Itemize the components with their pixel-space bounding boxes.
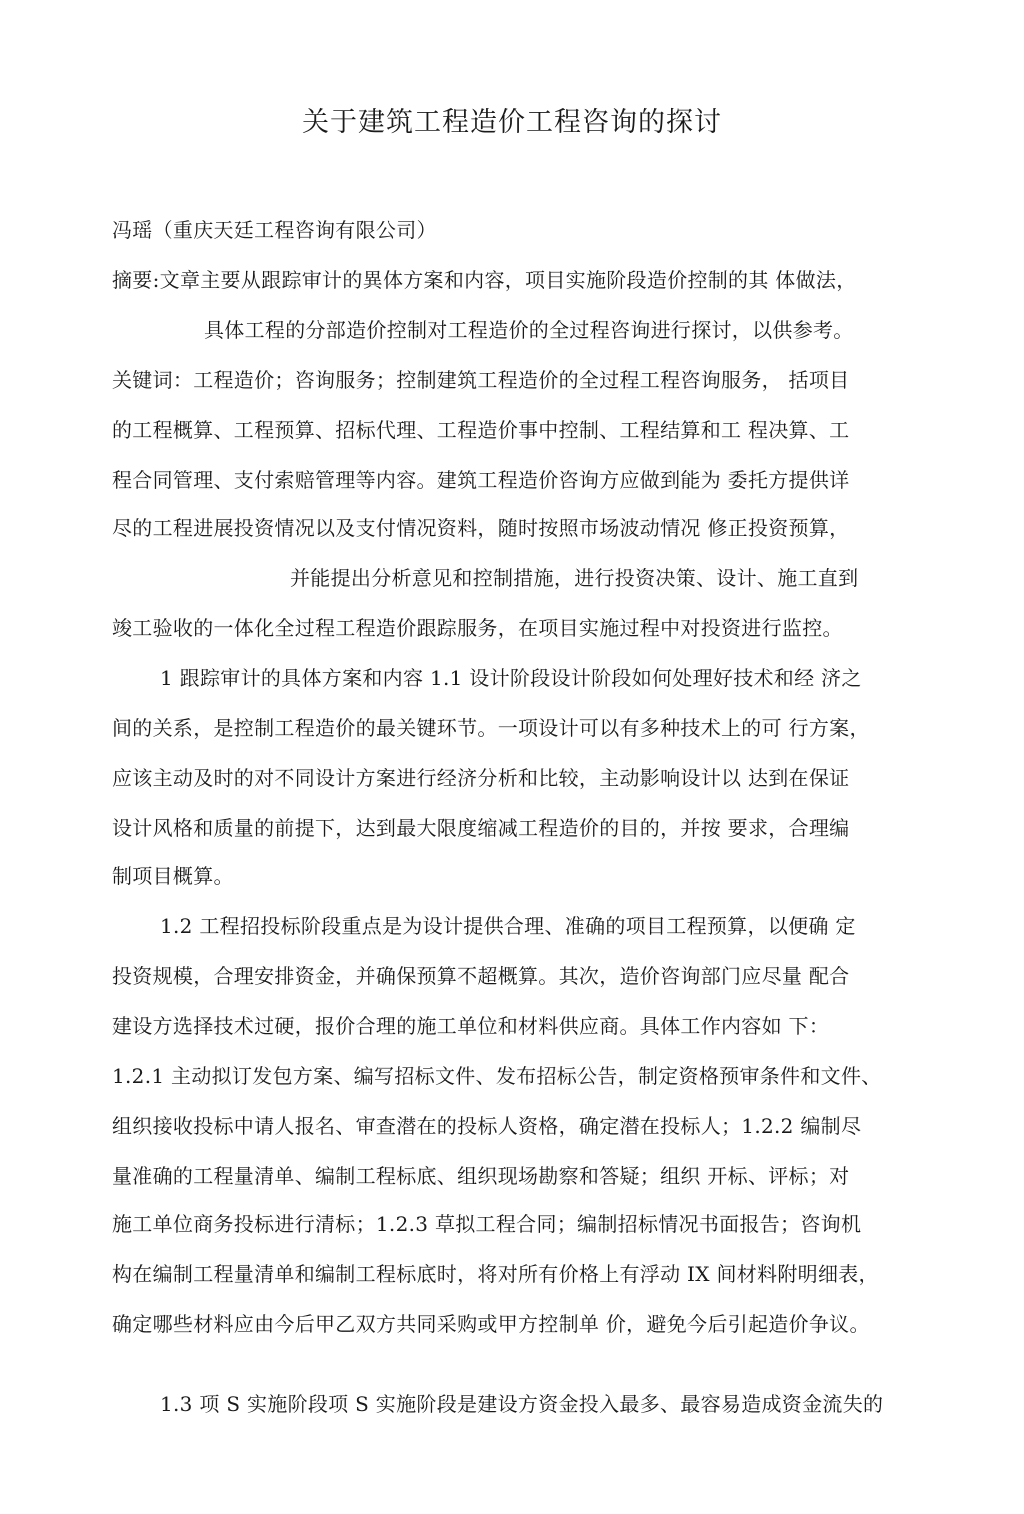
keywords-line-6: 竣工验收的一体化全过程工程造价跟踪服务，在项目实施过程中对投资进行监控。 xyxy=(112,616,843,640)
keywords-line-3: 程合同管理、支付索赔管理等内容。建筑工程造价咨询方应做到能为 委托方提供详 xyxy=(112,468,850,492)
keywords-line-2: 的工程概算、工程预算、招标代理、工程造价事中控制、工程结算和工 程决算、工 xyxy=(112,418,850,442)
keywords-line-1: 关键词：工程造价；咨询服务；控制建筑工程造价的全过程工程咨询服务， 括项目 xyxy=(112,368,850,392)
abstract-line-2: 具体工程的分部造价控制对工程造价的全过程咨询进行探讨，以供参考。 xyxy=(204,318,854,342)
keywords-line-5: 并能提出分析意见和控制措施，进行投资决策、设计、施工直到 xyxy=(290,566,859,590)
abstract-line-1: 摘要:文章主要从跟踪审计的異体方案和内容，项目实施阶段造价控制的其 体做法， xyxy=(112,268,857,292)
document-title: 关于建筑工程造价工程咨询的探讨 xyxy=(302,107,722,138)
author-line: 冯瑶（重庆天廷工程咨询有限公司） xyxy=(112,218,437,242)
section-1-2-line-7: 施工单位商务投标进行清标；1.2.3 草拟工程合同；编制招标情况书面报告；咨询机 xyxy=(112,1212,862,1236)
section-1-2-line-9: 确定哪些材料应由今后甲乙双方共同采购或甲方控制单 价，避免今后引起造价争议。 xyxy=(112,1312,870,1336)
section-1-2-line-2: 投资规模，合理安排资金，并确保预算不超概算。其次，造价咨询部门应尽量 配合 xyxy=(112,964,850,988)
section-1-2-line-6: 量准确的工程量清单、编制工程标底、组织现场勘察和答疑；组织 开标、评标；对 xyxy=(112,1164,850,1188)
section-1-line-5: 制项目概算。 xyxy=(112,864,234,888)
section-1-line-3: 应该主动及时的对不同设计方案进行经济分析和比较，主动影响设计以 达到在保证 xyxy=(112,766,850,790)
section-1-3-line-1: 1.3 项 S 实施阶段项 S 实施阶段是建设方资金投入最多、最容易造成资金流失的 xyxy=(160,1392,884,1416)
section-1-line-4: 设计风格和质量的前提下，达到最大限度缩减工程造价的目的，并按 要求，合理编 xyxy=(112,816,850,840)
section-1-2-line-3: 建设方选择技术过硬，报价合理的施工单位和材料供应商。具体工作内容如 下： xyxy=(112,1014,830,1038)
section-1-2-line-4: 1.2.1 主动拟订发包方案、编写招标文件、发布招标公告，制定资格预审条件和文件、 xyxy=(112,1064,882,1088)
keywords-line-4: 尽的工程进展投资情况以及支付情况资料，随时按照市场波动情况 修正投资预算， xyxy=(112,516,850,540)
section-1-line-2: 间的关系，是控制工程造价的最关键环节。一项设计可以有多种技术上的可 行方案， xyxy=(112,716,870,740)
section-1-2-line-5: 组织接收投标中请人报名、审查潜在的投标人资格，确定潜在投标人；1.2.2 编制尽 xyxy=(112,1114,862,1138)
section-1-2-line-8: 构在编制工程量清单和编制工程标底时，将对所有价格上有浮动 IX 间材料附明细表， xyxy=(112,1262,879,1286)
section-1-line-1: 1 跟踪审计的具体方案和内容 1.1 设计阶段设计阶段如何处理好技术和经 济之 xyxy=(160,666,862,690)
section-1-2-line-1: 1.2 工程招投标阶段重点是为设计提供合理、准确的项目工程预算，以便确 定 xyxy=(160,914,856,938)
